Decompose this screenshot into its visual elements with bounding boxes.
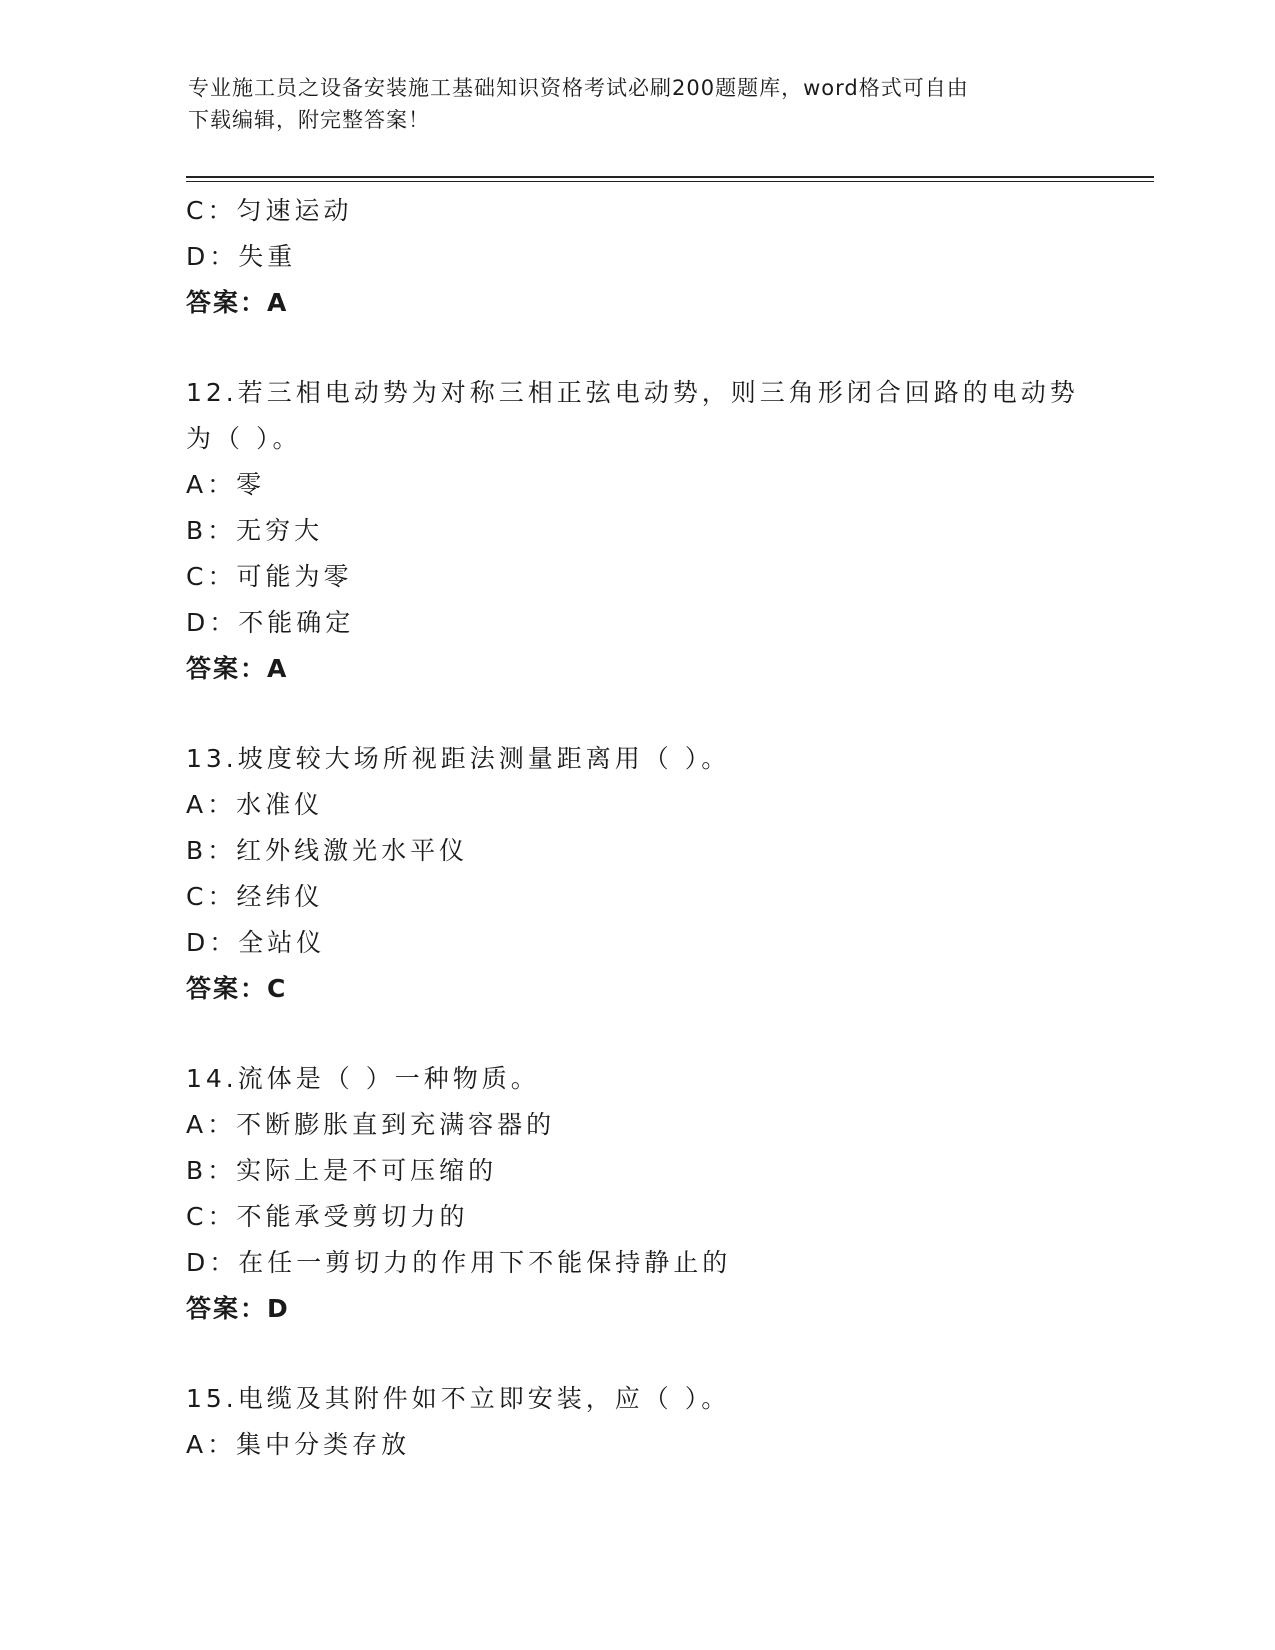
option-d: D：失重 — [186, 242, 297, 271]
question-text-continued: 为（ ）。 — [186, 424, 302, 453]
option-c: C：匀速运动 — [186, 196, 353, 225]
option-d: D：在任一剪切力的作用下不能保持静止的 — [186, 1248, 732, 1277]
header-divider-thin — [186, 181, 1154, 182]
option-d: D：不能确定 — [186, 608, 355, 637]
option-b: B：红外线激光水平仪 — [186, 836, 469, 865]
option-c: C：不能承受剪切力的 — [186, 1202, 469, 1231]
question-text: 15.电缆及其附件如不立即安装，应（ ）。 — [186, 1384, 731, 1413]
answer-label: 答案：A — [186, 288, 289, 317]
answer-label: 答案：C — [186, 974, 288, 1003]
option-c: C：可能为零 — [186, 562, 353, 591]
option-c: C：经纬仪 — [186, 882, 324, 911]
option-b: B：无穷大 — [186, 516, 324, 545]
option-d: D：全站仪 — [186, 928, 326, 957]
question-15 — [186, 1376, 1086, 1468]
header-line-2: 下载编辑，附完整答案！ — [188, 108, 430, 132]
question-14 — [186, 1056, 1086, 1332]
option-a: A：集中分类存放 — [186, 1430, 411, 1459]
question-text: 13.坡度较大场所视距法测量距离用（ ）。 — [186, 744, 731, 773]
answer-label: 答案：D — [186, 1294, 290, 1323]
question-13 — [186, 736, 1086, 1012]
question-text: 12.若三相电动势为对称三相正弦电动势，则三角形闭合回路的电动势 — [186, 378, 1079, 407]
header-line-1: 专业施工员之设备安装施工基础知识资格考试必刷200题题库，word格式可自由 — [188, 76, 969, 100]
question-text: 14.流体是（ ）一种物质。 — [186, 1064, 540, 1093]
question-11-continued — [186, 188, 1086, 326]
option-a: A：不断膨胀直到充满容器的 — [186, 1110, 556, 1139]
header-divider-thick — [186, 176, 1154, 178]
page-header — [188, 72, 1068, 136]
option-b: B：实际上是不可压缩的 — [186, 1156, 498, 1185]
question-list — [186, 188, 1086, 1468]
answer-label: 答案：A — [186, 654, 289, 683]
option-a: A：水准仪 — [186, 790, 324, 819]
option-a: A：零 — [186, 470, 266, 499]
question-12 — [186, 370, 1086, 692]
